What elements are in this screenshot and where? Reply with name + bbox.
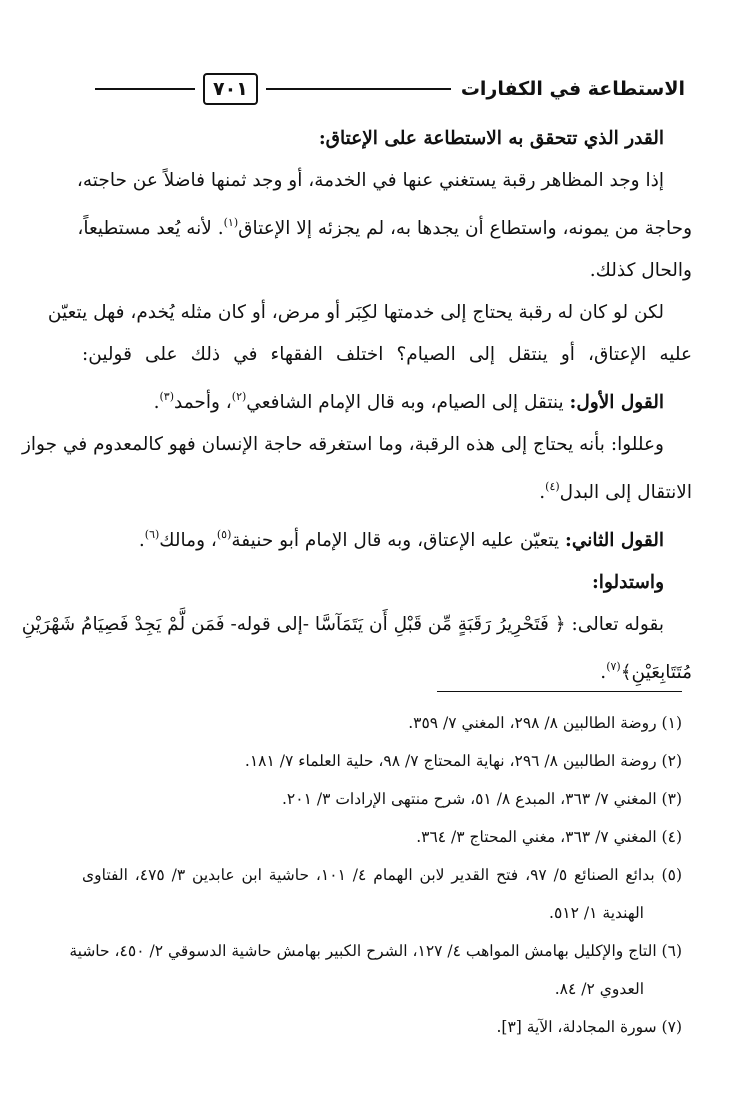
footnote-2: (٢) روضة الطالبين ٨/ ٢٩٦، نهاية المحتاج ٧/ ٩٨، حلية العلماء ٧/ ١٨١. [244, 752, 682, 770]
footnote-ref-5: (٥) [216, 528, 232, 541]
verse-intro: بقوله تعالى: ﴿ [548, 614, 664, 635]
paragraph-2-line-1: لكن لو كان له رقبة يحتاج إلى خدمتها لكِبَر أو مرض، أو كان مثله يُخدم، فهل يتعيّن [47, 302, 664, 323]
p1-text-end: . لأنه يُعد مستطيعاً، [77, 218, 224, 239]
footnote-6: (٦) التاج والإكليل بهامش المواهب ٤/ ١٢٧، الشرح الكبير بهامش حاشية الدسوقي ٢/ ٤٥٠، حاشية [69, 942, 682, 960]
running-header [95, 72, 685, 106]
footnote-ref-3: (٣) [159, 390, 174, 403]
footnote-5-continued: الهندية ١/ ٥١٢. [549, 904, 644, 922]
opinion-1-text-2: ، وأحمد [173, 392, 232, 413]
verse-end-words: مُتَتَابِعَيْنِ [631, 662, 692, 683]
page-number: ٧٠١ [203, 73, 258, 105]
opinion-1 [82, 376, 692, 424]
footnote-3: (٣) المغني ٧/ ٣٦٣، المبدع ٨/ ٥١، شرح منتهى الإرادات ٣/ ٢٠١. [281, 790, 682, 808]
footnotes [69, 704, 682, 1046]
footnote-ref-1: (١) [223, 216, 239, 229]
reasoning-1-line-1: وعللوا: بأنه يحتاج إلى هذه الرقبة، وما استغرقه حاجة الإنسان فهو كالمعدوم في جواز [21, 434, 664, 455]
footnote-ref-2: (٢) [231, 390, 247, 403]
footnote-6-continued: العدوي ٢/ ٨٤. [554, 980, 644, 998]
footnote-separator [437, 691, 682, 692]
section-heading: القدر الذي تتحقق به الاستطاعة على الإعتاق: [318, 128, 664, 149]
footnote-1: (١) روضة الطالبين ٨/ ٢٩٨، المغني ٧/ ٣٥٩. [408, 714, 682, 732]
opinion-1-text: ينتقل إلى الصيام، وبه قال الإمام الشافعي [246, 392, 570, 413]
opinion-1-label: القول الأول: [569, 392, 664, 413]
footnote-5: (٥) بدائع الصنائع ٥/ ٩٧، فتح القدير لابن الهمام ٤/ ١٠١، حاشية ابن عابدين ٣/ ٤٧٥، الفتاوى [82, 866, 682, 884]
opinion-2-text-2: ، ومالك [159, 530, 217, 551]
reasoning-1-end: . [539, 482, 546, 503]
reasoning-1-text: الانتقال إلى البدل [559, 482, 692, 503]
footnote-ref-7: (٧) [606, 660, 621, 673]
footnote-ref-6: (٦) [144, 528, 160, 541]
verse-close: ﴾ [620, 662, 632, 683]
paragraph-1-line-2 [77, 202, 692, 250]
header-rule-left [95, 88, 195, 90]
footnote-4: (٤) المغني ٧/ ٣٦٣، مغني المحتاج ٣/ ٣٦٤. [416, 828, 682, 846]
footnote-ref-4: (٤) [545, 480, 560, 493]
main-text [21, 118, 692, 694]
verse-line-2 [82, 646, 692, 694]
footnote-7: (٧) سورة المجادلة، الآية [٣]. [496, 1018, 682, 1036]
opinion-1-end: . [153, 392, 160, 413]
header-title: الاستطاعة في الكفارات [460, 78, 685, 100]
reasoning-1-line-2 [82, 466, 692, 514]
opinion-2-label: القول الثاني: [565, 530, 664, 551]
verse-part-2: فَمَن لَّمْ يَجِدْ فَصِيَامُ شَهْرَيْنِ [21, 614, 225, 635]
opinion-2-end: . [138, 530, 145, 551]
verse-part-1: فَتَحْرِيرُ رَقَبَةٍ مِّن قَبْلِ أَن يَتَمَآسَّا [314, 614, 549, 635]
opinion-2-text: يتعيّن عليه الإعتاق، وبه قال الإمام أبو حنيفة [231, 530, 566, 551]
paragraph-2-line-2: عليه الإعتاق، أو ينتقل إلى الصيام؟ اختلف الفقهاء في ذلك على قولين: [82, 344, 692, 365]
paragraph-1-line-1: إذا وجد المظاهر رقبة يستغني عنها في الخدمة، أو وجد ثمنها فاضلاً عن حاجته، [76, 170, 664, 191]
verse-line-1 [21, 604, 692, 646]
p1-text: وحاجة من يمونه، واستطاع أن يجدها به، لم يجزئه إلا الإعتاق [238, 218, 692, 239]
header-rule-right [266, 88, 451, 90]
opinion-2 [82, 514, 692, 562]
verse-mid: -إلى قوله- [224, 614, 315, 635]
verse-period: . [600, 662, 607, 683]
paragraph-1-line-3: والحال كذلك. [589, 260, 692, 281]
evidence-heading: واستدلوا: [591, 572, 664, 593]
